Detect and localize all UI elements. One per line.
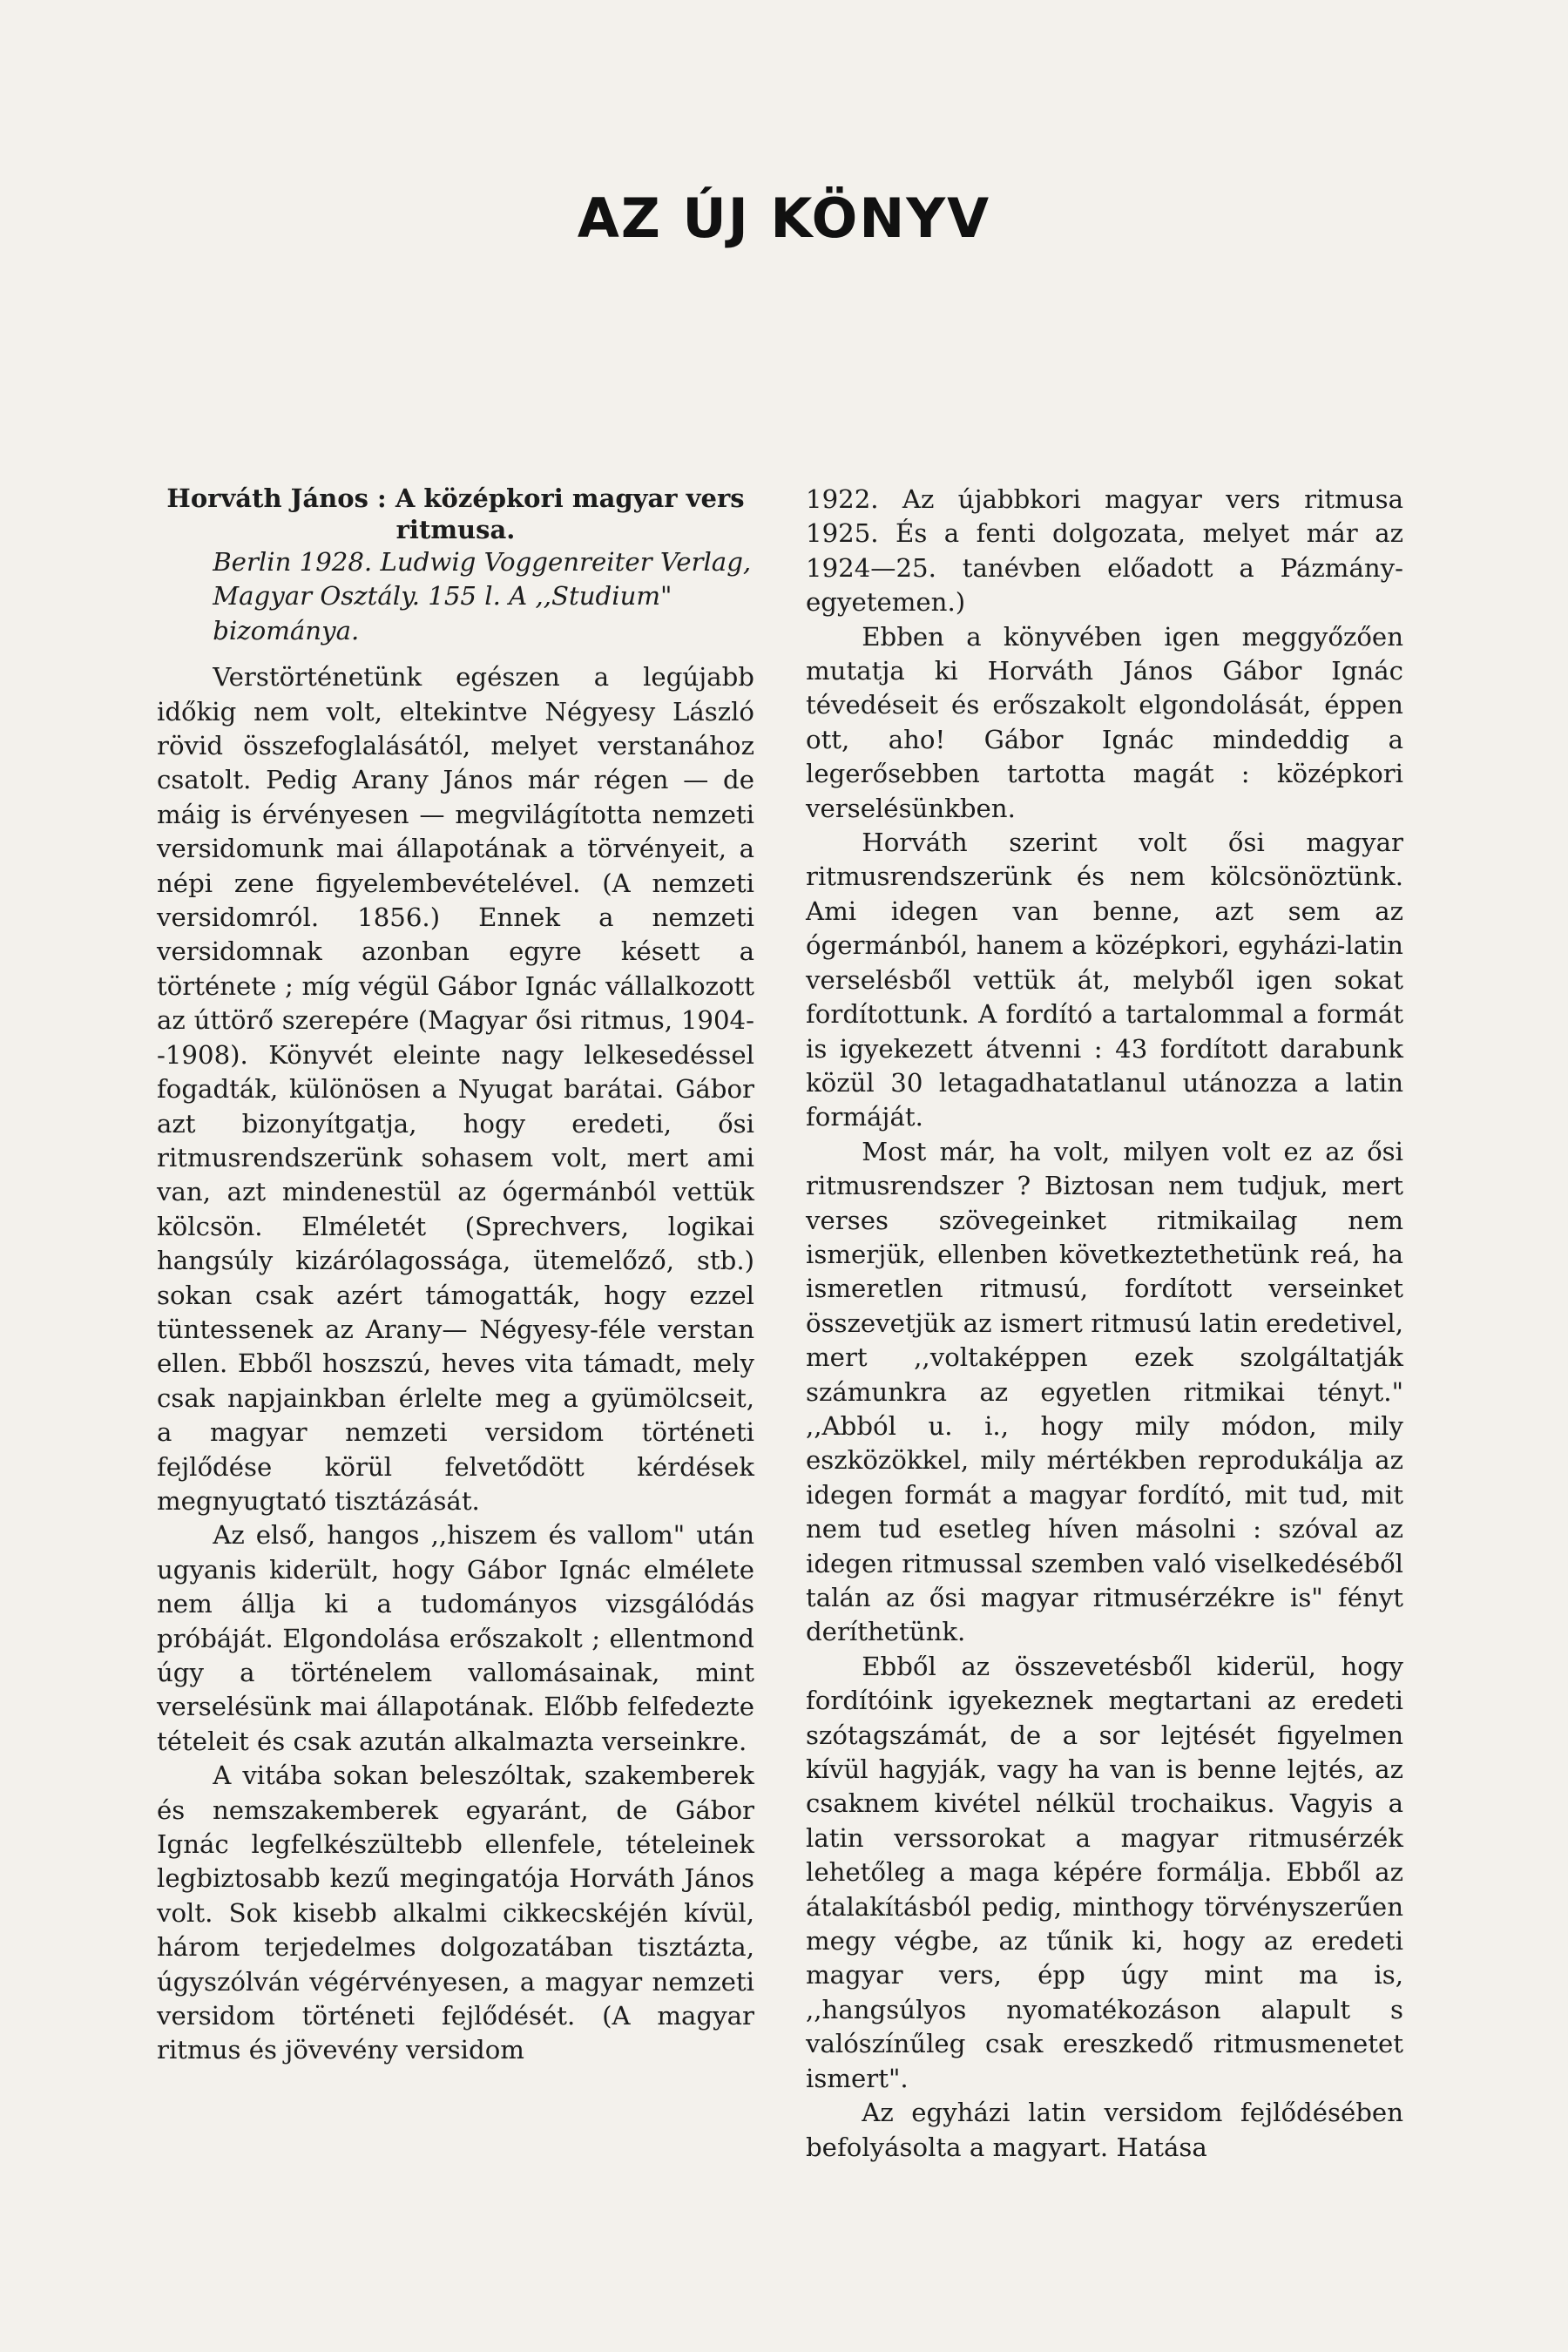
publication-info: Berlin 1928. Ludwig Voggenreiter Verlag, Magyar Osztály. 155 l. A ,,Studium" bizománya. [213,547,752,645]
right-column [806,483,1403,2165]
body-paragraph: Ebből az összevetésből kiderül, hogy fordítóink igyekeznek megtartani az eredeti szótagszámát, de a sor lejtését figyelmen kívül hagyják, vagy ha van is benne lejtés, az csaknem kivétel nélkül trochaikus. Vagyis a latin verssorokat a magyar ritmusérzék lehetőleg a maga képére formálja. Ebből az átalakításból pedig, minthogy törvényszerűen megy végbe, az tűnik ki, hogy az eredeti magyar vers, épp úgy mint ma is, ,,hangsúlyos nyomatékozáson alapult s valószínűleg csak ereszkedő ritmusmenetet ismert". [806,1651,1403,2093]
body-paragraph: Horváth szerint volt ősi magyar ritmusrendszerünk és nem kölcsönöztünk. Ami idegen van benne, azt sem az ógermánból, hanem a középkori, egyházi-latin verselésből vettük át, melyből igen sokat fordítottunk. A fordító a tartalommal a formát is igyekezett átvenni : 43 fordított darabunk közül 30 letagadhatatlanul utánozza a latin formáját. [806,828,1403,1132]
page-title: AZ ÚJ KÖNYV [577,186,991,250]
body-paragraph: Verstörténetünk egészen a legújabb időkig nem volt, eltekintve Négyesy László rövid összefoglalásától, melyet verstanához csatolt. Pedig Arany János már régen — de máig is érvényesen — megvilágította nemzeti versidomunk mai állapotának a törvényeit, a népi zene figyelembevételével. (A nemzeti versidomról. 1856.) Ennek a nemzeti versidomnak azonban egyre késett a története ; míg végül Gábor Ignác vállalkozott az úttörő szerepére (Magyar ősi ritmus, 1904--1908). Könyvét eleinte nagy lelkesedéssel fogadták, különösen a Nyugat barátai. Gábor azt bizonyítgatja, hogy eredeti, ősi ritmusrendszerünk sohasem volt, mert ami van, azt mindenestül az ógermánból vettük kölcsön. Elméletét (Sprechvers, logikai hangsúly kizárólagossága, ütemelőző, stb.) sokan csak azért támogatták, hogy ezzel tüntessenek az Arany— Négyesy-féle verstan ellen. Ebből hoszszú, heves vita támadt, mely csak napjainkban érlelte meg a gyümölcseit, a magyar nemzeti versidom történeti fejlődése körül felvetődött kérdések megnyugtató tisztázását. [157,662,754,1516]
body-paragraph: Az első, hangos ,,hiszem és vallom" után ugyanis kiderült, hogy Gábor Ignác elmélete nem állja ki a tudományos vizsgálódás próbáját. Elgondolása erőszakolt ; ellentmond úgy a történelem vallomásainak, mint verselésünk mai állapotának. Előbb felfedezte tételeit és csak azután alkalmazta verseinkre. [157,1520,754,1756]
body-paragraph: A vitába sokan beleszóltak, szakemberek és nemszakemberek egyaránt, de Gábor Ignác legfelkészültebb ellenfele, tételeinek legbiztosabb kezű megingatója Horváth János volt. Sok kisebb alkalmi cikkecskéjén kívül, három terjedelmes dolgozatában tisztázta, úgyszólván végérvényesen, a magyar nemzeti versidom történeti fejlődését. (A magyar ritmus és jövevény versidom [157,1761,754,2065]
body-paragraph: Ebben a könyvében igen meggyőzően mutatja ki Horváth János Gábor Ignác tévedéseit és erőszakolt elgondolását, éppen ott, aho! Gábor Ignác mindeddig a legerősebben tartotta magát : középkori verselésünkben. [806,621,1403,823]
body-paragraph: Az egyházi latin versidom fejlődésében befolyásolta a magyart. Hatása [806,2098,1403,2162]
book-heading: Horváth János : A középkori magyar vers ritmusa. [166,483,745,544]
left-column [157,483,754,2068]
body-paragraph: Most már, ha volt, milyen volt ez az ősi ritmusrendszer ? Biztosan nem tudjuk, mert verses szövegeinket ritmikailag nem ismerjük, ellenben következtethetünk reá, ha ismeretlen ritmusú, fordított verseinket összevetjük az ismert ritmusú latin eredetivel, mert ,,voltaképpen ezek szolgáltatják számunkra az egyetlen ritmikai tényt." ,,Abból u. i., hogy mily módon, mily eszközökkel, mily mértékben reprodukálja az idegen formát a magyar fordító, mit tud, mit nem tud esetleg híven másolni : szóval az idegen ritmussal szemben való viselkedéséből talán az ősi magyar ritmusérzékre is" fényt deríthetünk. [806,1136,1403,1647]
body-paragraph: 1922. Az újabbkori magyar vers ritmusa 1925. És a fenti dolgozata, melyet már az 1924—25. tanévben előadott a Pázmány-egyetemen.) [806,484,1403,618]
